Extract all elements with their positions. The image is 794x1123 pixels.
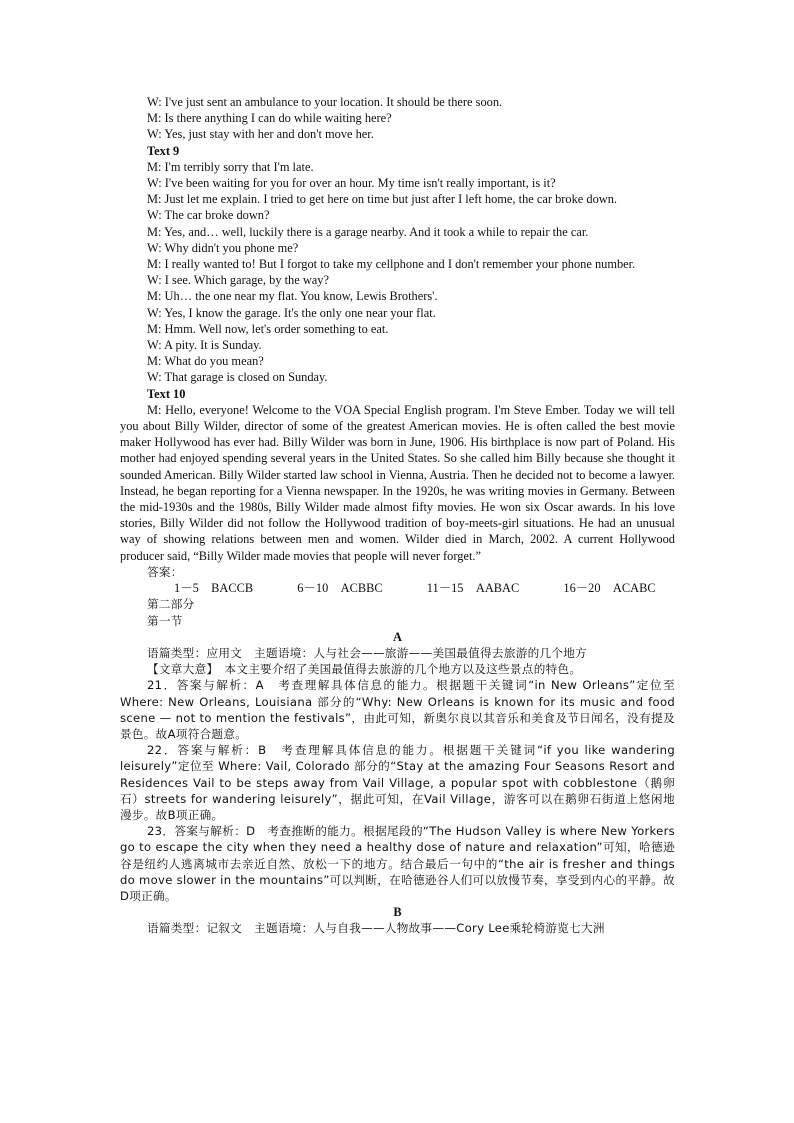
text10-heading: Text 10 [147, 386, 186, 401]
text9-heading: Text 9 [147, 143, 180, 158]
dialogue-line: M: I really wanted to! But I forgot to take my cellphone and I don't remember your phone number. [147, 257, 636, 272]
dialogue-line: W: Yes, just stay with her and don't move her. [147, 127, 374, 142]
dialogue-line: M: Hmm. Well now, let's order something to eat. [147, 321, 389, 336]
dialogue-line: M: Just let me explain. I tried to get here on time but just after I left home, the car broke down. [147, 192, 618, 207]
document-page [120, 94, 675, 937]
answer-group: 16－20 ACABC [563, 581, 656, 596]
dialogue-line: W: I've been waiting for you for over an hour. My time isn't really important, is it? [147, 176, 556, 191]
answer-group: 6－10 ACBBC [297, 581, 383, 596]
answers-label: 答案： [147, 564, 183, 579]
dialogue-line: W: I see. Which garage, by the way? [147, 273, 329, 288]
q21-explanation: 21．答案与解析：A 考查理解具体信息的能力。根据题干关键词“in New Orleans”定位至 Where: New Orleans, Louisiana 部分的“Why: New Orleans is known for its music and food scene — not to mention the festivals”，由此可知，新奥尔良以其音乐和美食及节日闻名，没有提及景色。故A项符合题意。 [120, 678, 675, 741]
dialogue-line: W: Yes, I know the garage. It's the only one near your flat. [147, 305, 436, 320]
passage-a-genre: 语篇类型：应用文 主题语境：人与社会——旅游——美国最值得去旅游的几个地方 [147, 645, 588, 660]
answer-group: 1－5 BACCB [174, 581, 254, 596]
dialogue-line: W: A pity. It is Sunday. [147, 338, 262, 353]
dialogue-line: M: Uh… the one near my flat. You know, Lewis Brothers'. [147, 289, 438, 304]
dialogue-line: M: What do you mean? [147, 354, 264, 369]
q23-explanation: 23．答案与解析：D 考查推断的能力。根据尾段的“The Hudson Valley is where New Yorkers go to escape the city when they need a healthy dose of nature and relaxation”可知，哈德逊谷是纽约人逃离城市去亲近自然、放松一下的地方。结合最后一句中的“the air is fresher and things do move slower in the mountains”可以判断，在哈德逊谷人们可以放慢节奏，享受到内心的平静。故D项正确。 [120, 824, 675, 903]
passage-b-genre: 语篇类型：记叙文 主题语境：人与自我——人物故事——Cory Lee乘轮椅游览七大洲 [147, 921, 605, 936]
text10-paragraph: M: Hello, everyone! Welcome to the VOA Special English program. I'm Steve Ember. Today we will tell you about Billy Wilder, director of some of the greatest American movies. He is often called the best movie maker Hollywood has ever had. Billy Wilder was born in June, 1906. His birthplace is now part of Poland. His mother had enjoyed spending several years in the United States. So she called him Billy because she thought it sounded American. Billy Wilder started law school in Vienna, Austria. Then he decided not to become a lawyer. Instead, he began reporting for a Vienna newspaper. In the 1920s, he was writing movies in Germany. Between the mid-1930s and the 1980s, Billy Wilder made almost fifty movies. He won six Oscar awards. In his love stories, Billy Wilder did not follow the Hollywood tradition of boy-meets-girl situations. He had an unusual way of showing relations between men and women. Wilder died in March, 2002. A current Hollywood producer said, “Billy Wilder made movies that people will never forget.” [120, 402, 675, 563]
passage-a-letter: A [393, 629, 402, 644]
answers-row [120, 580, 675, 596]
dialogue-line: M: Is there anything I can do while waiting here? [147, 111, 392, 126]
dialogue-line: M: I'm terribly sorry that I'm late. [147, 159, 314, 174]
passage-a-summary: 【文章大意】 本文主要介绍了美国最值得去旅游的几个地方以及这些景点的特色。 [147, 662, 582, 677]
dialogue-line: W: Why didn't you phone me? [147, 240, 299, 255]
passage-b-letter: B [393, 905, 402, 920]
answer-group: 11－15 AABAC [426, 581, 520, 596]
part2-title: 第二部分 [147, 597, 195, 612]
dialogue-line: W: The car broke down? [147, 208, 270, 223]
section-title: 第一节 [147, 613, 183, 628]
dialogue-line: M: Yes, and… well, luckily there is a garage nearby. And it took a while to repair the car. [147, 224, 589, 239]
q22-explanation: 22．答案与解析：B 考查理解具体信息的能力。根据题干关键词“if you like wandering leisurely”定位至 Where: Vail, Colorado 部分的“Stay at the amazing Four Seasons Resort and Residences Vail to be steps away from Vail Village, a popular spot with cobblestone（鹅卵石）streets for wandering leisurely”，据此可知，在Vail Village，游客可以在鹅卵石街道上悠闲地漫步。故B项正确。 [120, 743, 675, 822]
dialogue-line: W: That garage is closed on Sunday. [147, 370, 328, 385]
dialogue-line: W: I've just sent an ambulance to your location. It should be there soon. [147, 95, 503, 109]
